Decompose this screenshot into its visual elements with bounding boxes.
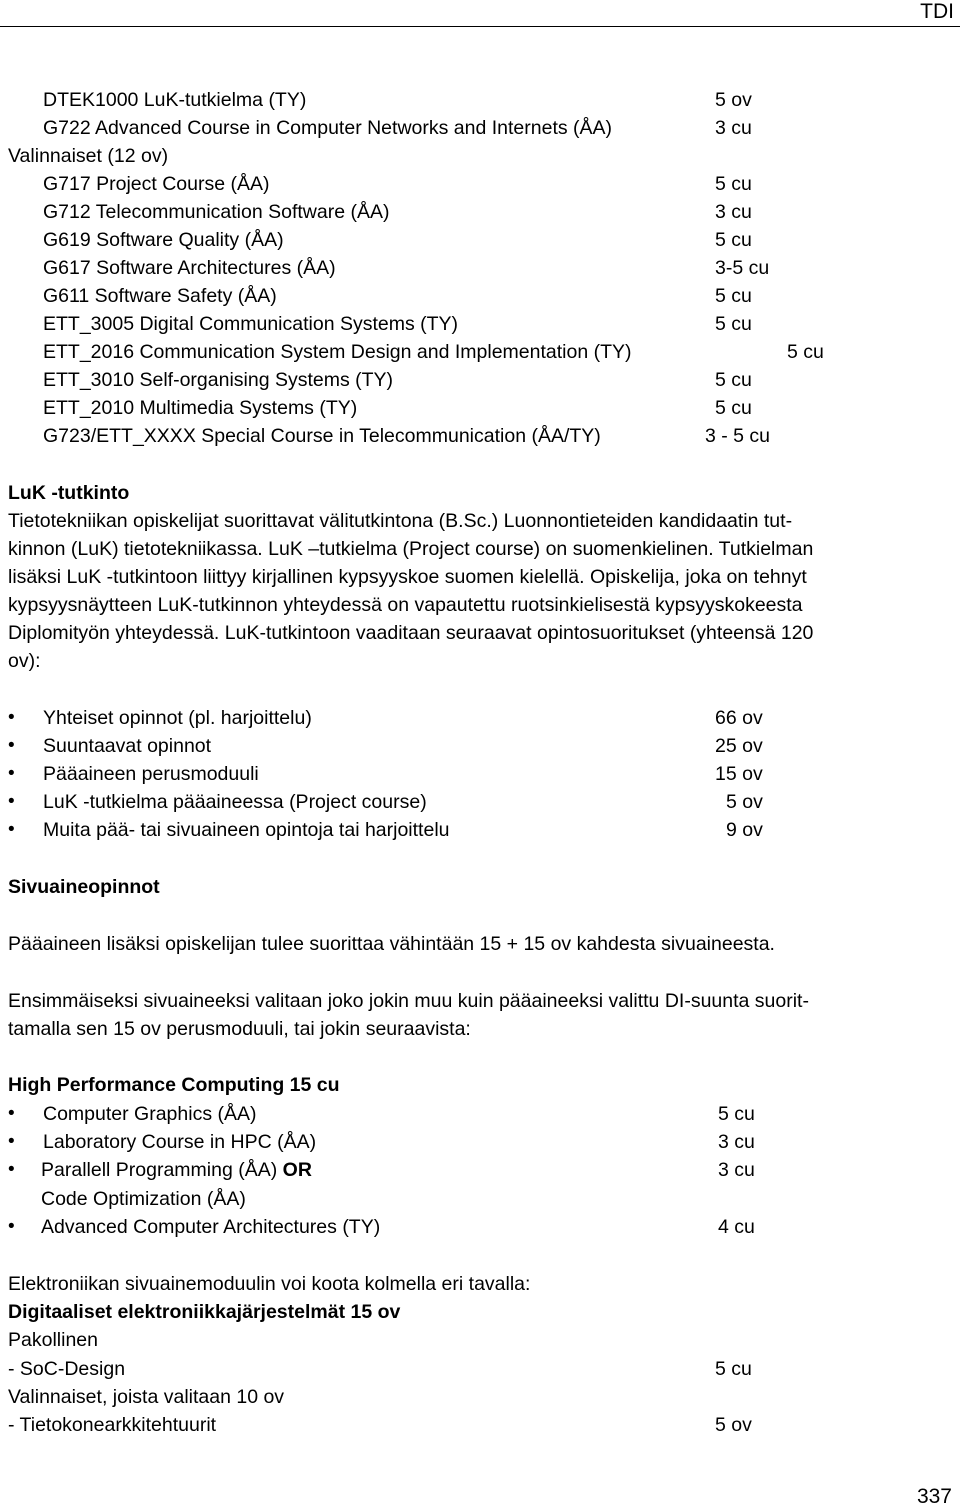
elective-credits: 5 cu (715, 173, 752, 195)
elec-intro: Elektroniikan sivuainemoduulin voi koota kolmella eri tavalla: (8, 1273, 531, 1295)
header-label: TDI (920, 0, 954, 23)
elective-name: G617 Software Architectures (ÅA) (43, 257, 336, 279)
elective-credits: 3 cu (715, 201, 752, 223)
requirement-credits: 25 ov (715, 735, 763, 757)
elective-name: G712 Telecommunication Software (ÅA) (43, 201, 390, 223)
elec-mandatory-credits: 5 cu (715, 1358, 752, 1380)
elective-credits: 3-5 cu (715, 257, 770, 279)
page-number: 337 (916, 1485, 952, 1508)
elective-name: ETT_2010 Multimedia Systems (TY) (43, 397, 358, 419)
hpc-course-label-line (41, 1158, 312, 1182)
elec-mandatory-course: - SoC-Design (8, 1358, 126, 1380)
hpc-course-credits: 5 cu (718, 1103, 755, 1125)
luk-paragraph-line: lisäksi LuK -tutkintoon liittyy kirjallinen kypsyyskoe suomen kielellä. Opiskelija, joka on tehnyt (8, 566, 807, 588)
requirement-credits: 9 ov (726, 819, 763, 841)
luk-paragraph-line: kinnon (LuK) tietotekniikassa. LuK –tutkielma (Project course) on suomenkielinen. Tutkielman (8, 538, 814, 560)
minor-paragraph-line: tamalla sen 15 ov perusmoduuli, tai jokin seuraavista: (8, 1018, 471, 1040)
bullet-icon: • (8, 1159, 15, 1180)
elective-name: ETT_3010 Self-organising Systems (TY) (43, 369, 394, 391)
hpc-course-label: Parallell Programming (ÅA) (41, 1159, 278, 1181)
requirement-label: Yhteiset opinnot (pl. harjoittelu) (43, 707, 312, 729)
bullet-icon: • (8, 735, 15, 756)
hpc-course-label: Computer Graphics (ÅA) (43, 1103, 257, 1125)
requirement-credits: 5 ov (726, 791, 763, 813)
hpc-course-label: Laboratory Course in HPC (ÅA) (43, 1131, 317, 1153)
luk-heading: LuK -tutkinto (8, 482, 130, 504)
bullet-icon: • (8, 1216, 15, 1237)
elective-credits: 5 cu (715, 397, 752, 419)
hpc-course-continuation: Code Optimization (ÅA) (41, 1188, 246, 1210)
elective-credits: 3 - 5 cu (705, 425, 771, 447)
elec-optional-label: Valinnaiset, joista valitaan 10 ov (8, 1386, 285, 1408)
elective-name: G619 Software Quality (ÅA) (43, 229, 284, 251)
requirement-label: Suuntaavat opinnot (43, 735, 212, 757)
or-keyword: OR (282, 1159, 312, 1181)
requirement-credits: 15 ov (715, 763, 763, 785)
luk-paragraph-line: ov): (8, 650, 41, 672)
electives-heading: Valinnaiset (12 ov) (8, 145, 169, 167)
hpc-course-credits: 3 cu (718, 1131, 755, 1153)
hpc-heading: High Performance Computing 15 cu (8, 1074, 340, 1096)
bullet-icon: • (8, 1131, 15, 1152)
elective-name: ETT_3005 Digital Communication Systems (TY) (43, 313, 459, 335)
hpc-course-credits: 4 cu (718, 1216, 755, 1238)
elective-name: G717 Project Course (ÅA) (43, 173, 270, 195)
header-rule (0, 26, 960, 27)
bullet-icon: • (8, 1103, 15, 1124)
requirement-label: Pääaineen perusmoduuli (43, 763, 259, 785)
course-name: G722 Advanced Course in Computer Networks and Internets (ÅA) (43, 117, 613, 139)
hpc-course-credits: 3 cu (718, 1159, 755, 1181)
elective-credits: 5 cu (715, 369, 752, 391)
course-name: DTEK1000 LuK-tutkielma (TY) (43, 89, 307, 111)
elective-credits: 5 cu (715, 229, 752, 251)
elec-optional-credits: 5 ov (715, 1414, 752, 1436)
minor-paragraph-line: Ensimmäiseksi sivuaineeksi valitaan joko jokin muu kuin pääaineeksi valittu DI-suunta suorit- (8, 990, 809, 1012)
elective-name: ETT_2016 Communication System Design and Implementation (TY) (43, 341, 632, 363)
luk-paragraph-line: Diplomityön yhteydessä. LuK-tutkintoon vaaditaan seuraavat opintosuoritukset (yhteensä 120 (8, 622, 814, 644)
hpc-course-label: Advanced Computer Architectures (TY) (41, 1216, 381, 1238)
minor-heading: Sivuaineopinnot (8, 876, 160, 898)
bullet-icon: • (8, 763, 15, 784)
bullet-icon: • (8, 819, 15, 840)
elective-credits: 5 cu (715, 313, 752, 335)
elective-credits: 5 cu (787, 341, 824, 363)
elective-name: G611 Software Safety (ÅA) (43, 285, 277, 307)
course-credits: 5 ov (715, 89, 752, 111)
elective-credits: 5 cu (715, 285, 752, 307)
bullet-icon: • (8, 707, 15, 728)
requirement-credits: 66 ov (715, 707, 763, 729)
minor-paragraph: Pääaineen lisäksi opiskelijan tulee suorittaa vähintään 15 + 15 ov kahdesta sivuaineesta. (8, 933, 775, 955)
luk-paragraph-line: Tietotekniikan opiskelijat suorittavat välitutkintona (B.Sc.) Luonnontieteiden kandidaatin tut- (8, 510, 793, 532)
requirement-label: Muita pää- tai sivuaineen opintoja tai harjoittelu (43, 819, 450, 841)
course-credits: 3 cu (715, 117, 752, 139)
elective-name: G723/ETT_XXXX Special Course in Telecommunication (ÅA/TY) (43, 425, 601, 447)
requirement-label: LuK -tutkielma pääaineessa (Project course) (43, 791, 427, 813)
bullet-icon: • (8, 791, 15, 812)
elec-mandatory-label: Pakollinen (8, 1329, 98, 1351)
elec-heading: Digitaaliset elektroniikkajärjestelmät 15 ov (8, 1301, 401, 1323)
luk-paragraph-line: kypsyysnäytteen LuK-tutkinnon yhteydessä on vapautettu ruotsinkielisestä kypsyyskokeesta (8, 594, 803, 616)
elec-optional-course: - Tietokonearkkitehtuurit (8, 1414, 217, 1436)
